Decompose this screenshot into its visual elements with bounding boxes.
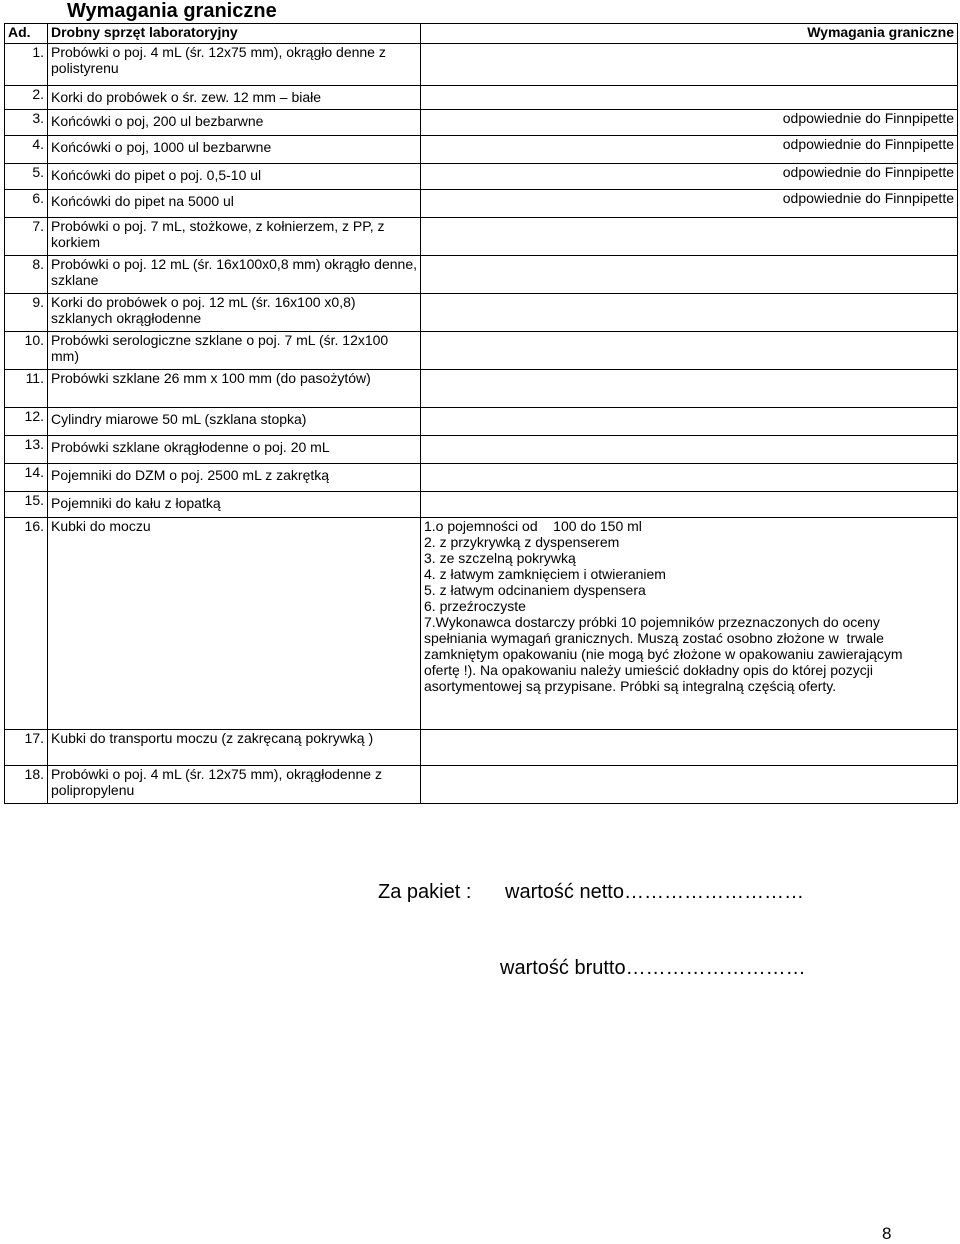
- row-requirement: odpowiednie do Finnpipette: [421, 190, 958, 218]
- row-number: 5.: [5, 164, 48, 190]
- package-label: Za pakiet :: [378, 881, 472, 903]
- row-requirement: [421, 766, 958, 804]
- table-row: [5, 730, 958, 766]
- row-number: 14.: [5, 464, 48, 492]
- row-requirement: [421, 518, 958, 730]
- requirement-note: spełniania wymagań granicznych. Muszą zostać osobno złożone w trwale: [424, 630, 884, 646]
- table-row: [5, 136, 958, 164]
- table-row: [5, 492, 958, 518]
- requirement-note: 6. przeźroczyste: [424, 598, 526, 614]
- row-item: Probówki szklane okrągłodenne o poj. 20 mL: [48, 436, 421, 464]
- row-requirement: [421, 44, 958, 86]
- table-row: [5, 436, 958, 464]
- row-item: Korki do probówek o poj. 12 mL (śr. 16x100 x0,8) szklanych okrągłodenne: [48, 294, 421, 332]
- row-number: 13.: [5, 436, 48, 464]
- table-row: [5, 164, 958, 190]
- row-number: 15.: [5, 492, 48, 518]
- table-row: [5, 294, 958, 332]
- row-requirement: [421, 370, 958, 408]
- row-number: 7.: [5, 218, 48, 256]
- row-number: 10.: [5, 332, 48, 370]
- requirement-note: 1.o pojemności od 100 do 150 ml: [424, 518, 642, 534]
- row-item: Końcówki do pipet na 5000 ul: [48, 190, 421, 218]
- table-row: [5, 110, 958, 136]
- row-number: 17.: [5, 730, 48, 766]
- row-requirement: odpowiednie do Finnpipette: [421, 136, 958, 164]
- requirement-note: 4. z łatwym zamknięciem i otwieraniem: [424, 566, 666, 582]
- row-item: Probówki serologiczne szklane o poj. 7 mL (śr. 12x100 mm): [48, 332, 421, 370]
- row-requirement: [421, 408, 958, 436]
- row-requirement: odpowiednie do Finnpipette: [421, 110, 958, 136]
- row-item: Końcówki do pipet o poj. 0,5-10 ul: [48, 164, 421, 190]
- table-row: [5, 256, 958, 294]
- table-row: [5, 332, 958, 370]
- header-ad: Ad.: [5, 24, 48, 44]
- row-requirement: odpowiednie do Finnpipette: [421, 164, 958, 190]
- row-number: 12.: [5, 408, 48, 436]
- row-item: Kubki do moczu: [48, 518, 421, 730]
- row-number: 9.: [5, 294, 48, 332]
- row-number: 18.: [5, 766, 48, 804]
- requirement-note: asortymentowej są przypisane. Próbki są integralną częścią oferty.: [424, 678, 837, 694]
- header-requirements: Wymagania graniczne: [421, 24, 958, 44]
- row-item: Cylindry miarowe 50 mL (szklana stopka): [48, 408, 421, 436]
- table-row: [5, 86, 958, 110]
- table-row: [5, 218, 958, 256]
- row-item: Probówki szklane 26 mm x 100 mm (do pasożytów): [48, 370, 421, 408]
- row-number: 11.: [5, 370, 48, 408]
- requirements-table: [4, 23, 958, 804]
- table-header-row: [5, 24, 958, 44]
- requirement-note: 3. ze szczelną pokrywką: [424, 550, 576, 566]
- row-item: Probówki o poj. 4 mL (śr. 12x75 mm), okrągło denne z polistyrenu: [48, 44, 421, 86]
- row-requirement: [421, 436, 958, 464]
- net-value: wartość netto………………………: [505, 881, 804, 903]
- row-item: Końcówki o poj, 200 ul bezbarwne: [48, 110, 421, 136]
- row-number: 4.: [5, 136, 48, 164]
- row-requirement: [421, 730, 958, 766]
- row-number: 8.: [5, 256, 48, 294]
- table-row: [5, 464, 958, 492]
- row-requirement: [421, 294, 958, 332]
- requirement-note: 5. z łatwym odcinaniem dyspensera: [424, 582, 646, 598]
- row-item: Probówki o poj. 7 mL, stożkowe, z kołnierzem, z PP, z korkiem: [48, 218, 421, 256]
- requirement-note: 7.Wykonawca dostarczy próbki 10 pojemników przeznaczonych do oceny: [424, 614, 880, 630]
- page-title: Wymagania graniczne: [67, 0, 277, 22]
- requirement-note: ofertę !). Na opakowaniu należy umieścić dokładny opis do której pozycji: [424, 662, 874, 678]
- row-item: Probówki o poj. 12 mL (śr. 16x100x0,8 mm) okrągło denne, szklane: [48, 256, 421, 294]
- row-requirement: [421, 492, 958, 518]
- table-row: [5, 408, 958, 436]
- row-item: Korki do probówek o śr. zew. 12 mm – białe: [48, 86, 421, 110]
- row-requirement: [421, 256, 958, 294]
- table-row: [5, 44, 958, 86]
- row-item: Kubki do transportu moczu (z zakręcaną pokrywką ): [48, 730, 421, 766]
- row-number: 2.: [5, 86, 48, 110]
- table-row: [5, 518, 958, 730]
- requirement-note: zamkniętym opakowaniu (nie mogą być złożone w opakowaniu zawierającym: [424, 646, 903, 662]
- row-number: 3.: [5, 110, 48, 136]
- page-number: 8: [882, 1224, 892, 1243]
- table-row: [5, 766, 958, 804]
- row-number: 6.: [5, 190, 48, 218]
- row-item: Pojemniki do DZM o poj. 2500 mL z zakrętką: [48, 464, 421, 492]
- row-item: Pojemniki do kału z łopatką: [48, 492, 421, 518]
- row-requirement: [421, 464, 958, 492]
- gross-value: wartość brutto………………………: [500, 957, 806, 979]
- row-item: Probówki o poj. 4 mL (śr. 12x75 mm), okrągłodenne z polipropylenu: [48, 766, 421, 804]
- row-number: 1.: [5, 44, 48, 86]
- row-requirement: [421, 218, 958, 256]
- row-item: Końcówki o poj, 1000 ul bezbarwne: [48, 136, 421, 164]
- row-requirement: [421, 86, 958, 110]
- table-row: [5, 370, 958, 408]
- row-requirement: [421, 332, 958, 370]
- requirement-note: 2. z przykrywką z dyspenserem: [424, 534, 620, 550]
- header-item: Drobny sprzęt laboratoryjny: [48, 24, 421, 44]
- table-row: [5, 190, 958, 218]
- row-number: 16.: [5, 518, 48, 730]
